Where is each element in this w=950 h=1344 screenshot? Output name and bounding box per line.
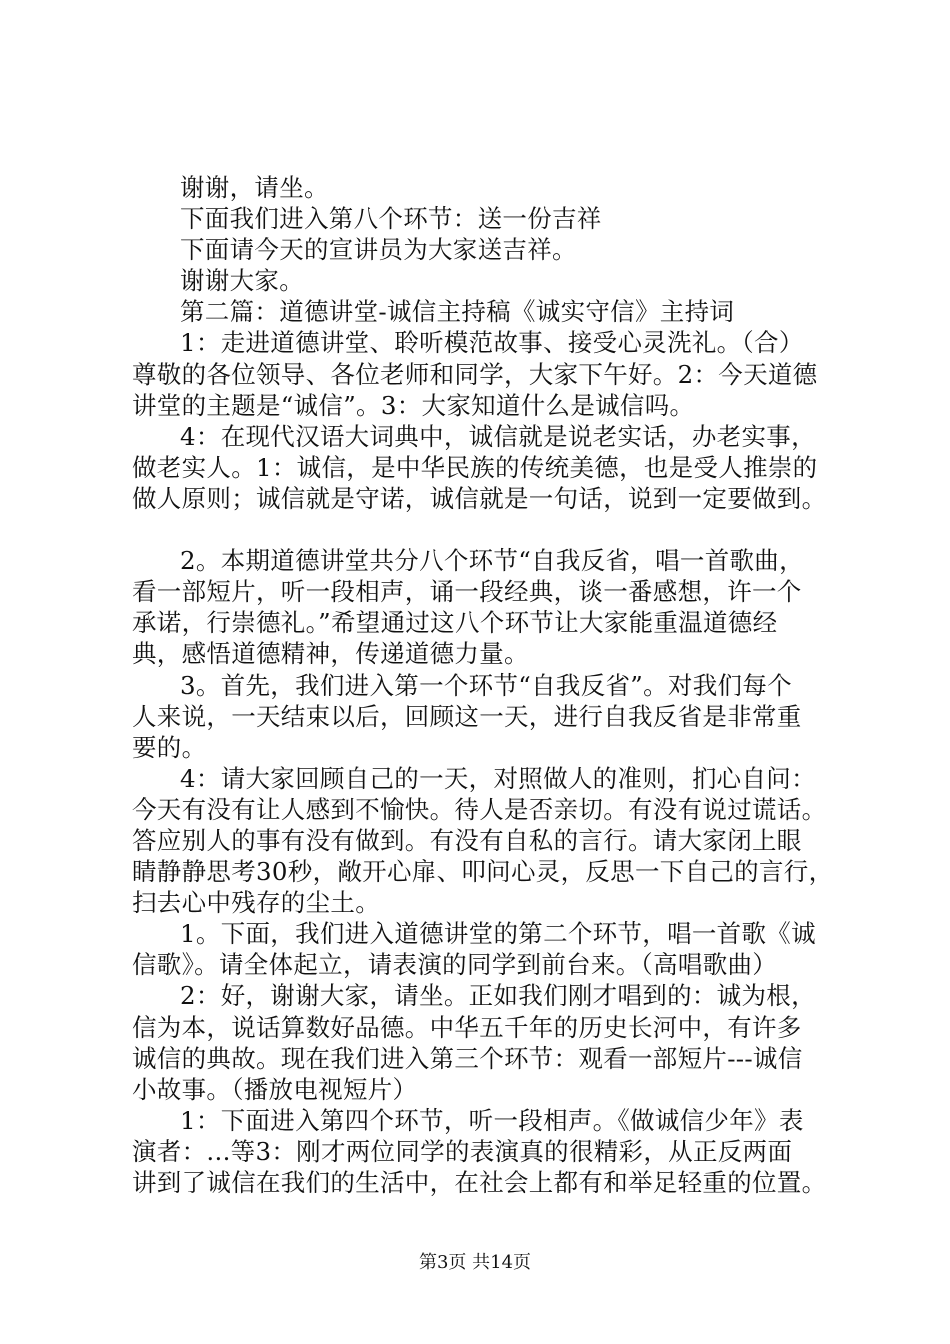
text-line: 下面请今天的宣讲员为大家送吉祥。: [180, 235, 577, 265]
text-line: 扫去心中残存的尘土。: [132, 888, 380, 918]
text-line: 承诺，行崇德礼。”希望通过这八个环节让大家能重温道德经: [132, 608, 778, 638]
text-line: 2。本期道德讲堂共分八个环节“自我反省，唱一首歌曲，: [180, 546, 804, 576]
text-line: 答应别人的事有没有做到。有没有自私的言行。请大家闭上眼: [132, 825, 802, 855]
text-line: 信为本，说话算数好品德。中华五千年的历史长河中，有许多: [132, 1012, 802, 1042]
text-line: 谢谢大家。: [180, 266, 304, 296]
text-line: 1：走进道德讲堂、聆听模范故事、接受心灵洗礼。（合）: [180, 328, 804, 358]
text-line: 做人原则；诚信就是守诺，诚信就是一句话，说到一定要做到。: [132, 483, 827, 513]
text-line: 第二篇：道德讲堂-诚信主持稿《诚实守信》主持词: [180, 297, 735, 327]
text-line: 2：好，谢谢大家，请坐。正如我们刚才唱到的：诚为根，: [180, 981, 816, 1011]
text-line: 人来说，一天结束以后，回顾这一天，进行自我反省是非常重: [132, 701, 802, 731]
text-line: 3。首先，我们进入第一个环节“自我反省”。对我们每个: [180, 670, 792, 700]
text-line: 睛静静思考30秒，敞开心扉、叩问心灵，反思一下自己的言行，: [132, 857, 834, 887]
page-footer: 第3页 共14页: [418, 1252, 532, 1273]
text-line: 看一部短片，听一段相声，诵一段经典，谈一番感想，许一个: [132, 577, 802, 607]
text-line: 要的。: [132, 732, 207, 762]
text-line: 4：在现代汉语大词典中，诚信就是说老实话，办老实事，: [180, 421, 816, 451]
text-line: 讲到了诚信在我们的生活中，在社会上都有和举足轻重的位置。: [132, 1168, 827, 1197]
blank-line: [132, 514, 844, 545]
text-line: 4：请大家回顾自己的一天，对照做人的准则，扪心自问：: [180, 763, 816, 793]
text-line: 诚信的典故。现在我们进入第三个环节：观看一部短片---诚信: [132, 1043, 803, 1073]
text-line: 信歌》。请全体起立，请表演的同学到前台来。（高唱歌曲）: [132, 950, 778, 980]
text-line: 今天有没有让人感到不愉快。待人是否亲切。有没有说过谎话。: [132, 794, 827, 824]
text-line: 谢谢，请坐。: [180, 173, 329, 202]
text-line: 演者：...等3：刚才两位同学的表演真的很精彩，从正反两面: [132, 1136, 793, 1166]
text-line: 做老实人。1：诚信，是中华民族的传统美德，也是受人推崇的: [132, 452, 818, 482]
document-body: [132, 172, 844, 1198]
text-line: 讲堂的主题是“诚信”。3：大家知道什么是诚信吗。: [132, 390, 695, 420]
text-line: 1。下面，我们进入道德讲堂的第二个环节，唱一首歌《诚: [180, 919, 816, 949]
text-line: 1：下面进入第四个环节，听一段相声。《做诚信少年》表: [180, 1105, 804, 1135]
text-line: 下面我们进入第八个环节：送一份吉祥: [180, 204, 602, 234]
text-line: 尊敬的各位领导、各位老师和同学，大家下午好。2：今天道德: [132, 359, 818, 389]
text-line: 典，感悟道德精神，传递道德力量。: [132, 639, 529, 669]
text-line: 小故事。（播放电视短片）: [132, 1074, 418, 1104]
